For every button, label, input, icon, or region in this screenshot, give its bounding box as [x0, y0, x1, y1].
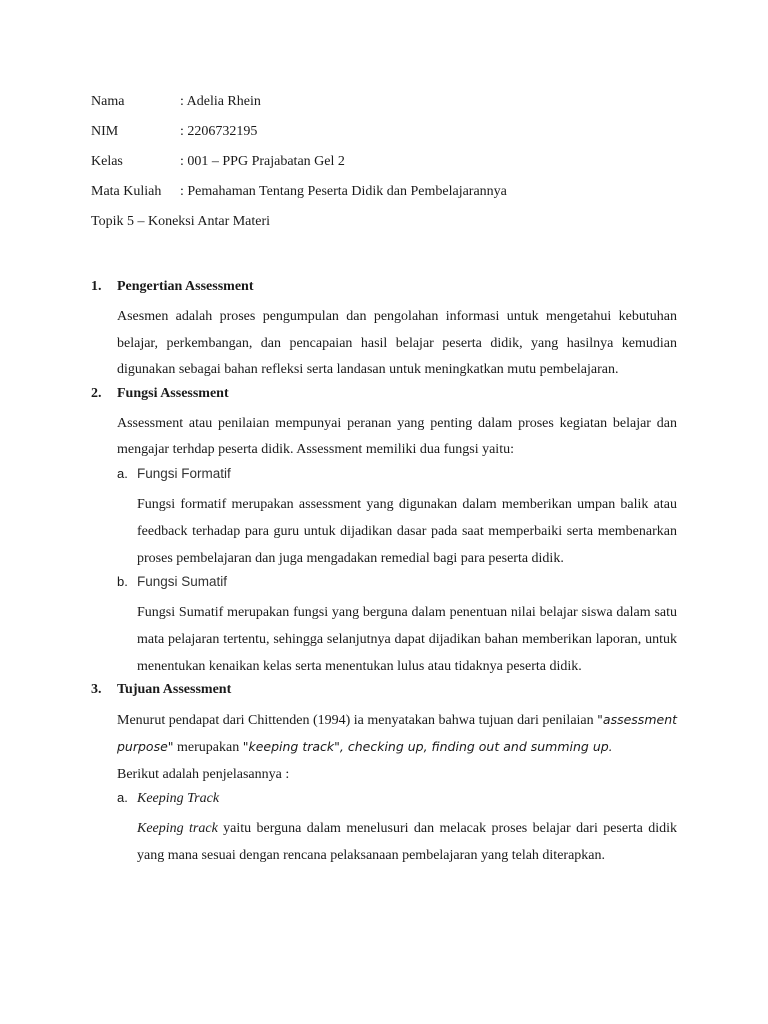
purpose-terms: "keeping track", checking up, finding out and summing up. [242, 739, 613, 754]
header-label: NIM [91, 124, 119, 139]
section-paragraph-1: Asesmen adalah proses pengumpulan dan pengolahan informasi untuk mengetahui kebutuhan belajar, perkembangan, dan pencapaian hasil belajar peserta didik, yang hasilnya kemudian digunakan sebagai bahan refleksi serta landasan untuk meningkatkan mutu pembelajaran. [117, 309, 677, 377]
section-title-text: Tujuan Assessment [117, 681, 232, 697]
header-label: Nama [91, 94, 125, 109]
header-label: Kelas [91, 154, 123, 169]
subsection-title-sumatif [117, 572, 677, 599]
header-row-nama [91, 93, 691, 123]
document-body [91, 278, 677, 869]
section-3-outro: Berikut adalah penjelasannya : [117, 766, 290, 782]
header-row-nim [91, 123, 691, 153]
section-title-2 [91, 385, 677, 411]
header-value: : 001 – PPG Prajabatan Gel 2 [180, 154, 345, 169]
header-label: Mata Kuliah [91, 184, 162, 199]
subsection-title-text: Keeping Track [137, 791, 220, 806]
section-number: 1. [91, 279, 102, 294]
keeping-track-lead: Keeping track [137, 821, 218, 836]
header-value: : Pemahaman Tentang Peserta Didik dan Pembelajarannya [180, 184, 507, 199]
subsection-letter: b. [117, 573, 128, 589]
topic-line: Topik 5 – Koneksi Antar Materi [91, 214, 271, 229]
merupakan-word: merupakan [173, 740, 243, 755]
section-title-1 [91, 278, 677, 304]
header-row-mata-kuliah [91, 183, 691, 213]
subsection-title-formatif [117, 464, 677, 491]
header-value: : Adelia Rhein [180, 94, 261, 109]
subsection-title-keeping-track [117, 788, 677, 815]
subsection-letter: a. [117, 465, 128, 481]
subsection-paragraph-keeping-track [137, 815, 677, 869]
section-3-intro: Menurut pendapat dari Chittenden (1994) ia menyatakan bahwa tujuan dari penilaian [117, 712, 594, 728]
subsection-title-text: Fungsi Formatif [137, 465, 231, 481]
section-number: 2. [91, 385, 102, 401]
assessment-purpose-term: "assessment purpose" [117, 711, 678, 754]
header-value: : 2206732195 [180, 124, 258, 139]
header-row-kelas [91, 153, 691, 183]
subsection-paragraph-sumatif: Fungsi Sumatif merupakan fungsi yang berguna dalam penentuan nilai belajar siswa dalam satu mata pelajaran tertentu, sehingga selanjutnya dapat dijadikan bahan memberikan laporan, untuk menentukan kenaikan kelas serta menentukan lulus atau tidaknya peserta didik. [137, 604, 677, 674]
section-title-text: Pengertian Assessment [117, 279, 254, 294]
section-title-text: Fungsi Assessment [117, 385, 229, 401]
keeping-track-text: yaitu berguna dalam menelusuri dan melacak proses belajar dari peserta didik yang mana sesuai dengan rencana pelaksanaan pembelajaran yang telah diterapkan. [137, 821, 677, 863]
subsection-paragraph-formatif: Fungsi formatif merupakan assessment yang digunakan dalam memberikan umpan balik atau feedback terhadap para guru untuk dijadikan dasar pada saat memperbaiki serta membenarkan proses pembelajaran dan juga mengadakan remedial bagi para peserta didik. [137, 496, 677, 566]
section-title-3 [91, 681, 677, 707]
subsection-title-text: Fungsi Sumatif [137, 573, 228, 589]
section-paragraph-2: Assessment atau penilaian mempunyai peranan yang penting dalam proses kegiatan belajar dan mengajar terhdap peserta didik. Assessment memiliki dua fungsi yaitu: [117, 415, 677, 457]
section-number: 3. [91, 681, 102, 697]
identity-header [91, 93, 691, 243]
subsection-letter: a. [117, 790, 128, 805]
section-paragraph-3 [117, 707, 677, 789]
